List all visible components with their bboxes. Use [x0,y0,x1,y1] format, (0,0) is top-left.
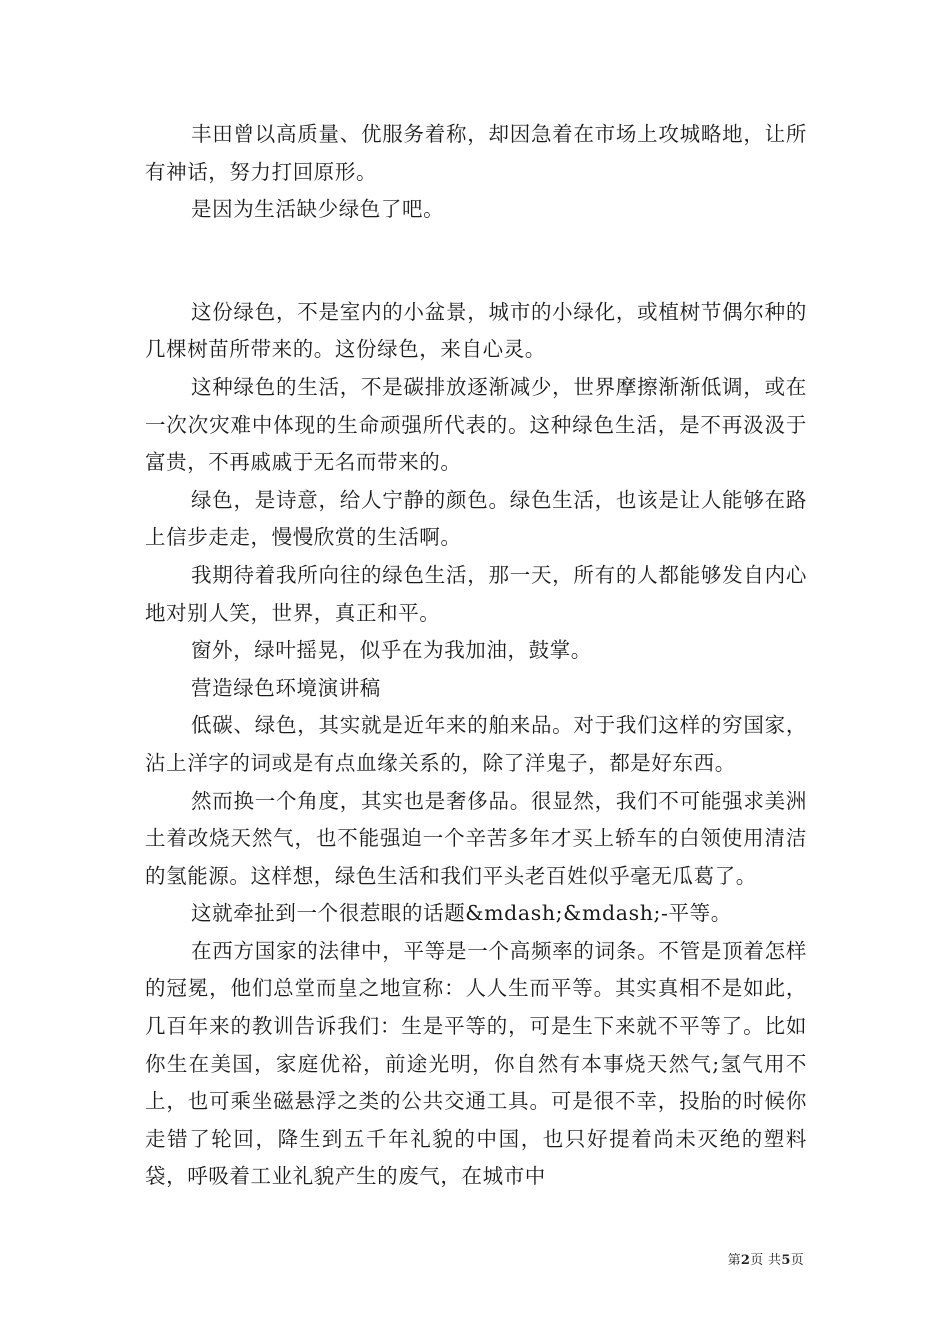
paragraph: 是因为生活缺少绿色了吧。 [191,197,445,222]
paragraph: 这种绿色的生活，不是碳排放逐渐减少，世界摩擦渐渐低调，或在一次次灾难中体现的生命顽强所代表的。这种绿色生活，是不再汲汲于富贵，不再戚戚于无名而带来的。 [145,374,807,475]
page-number-footer [728,1249,804,1268]
paragraph: 这份绿色，不是室内的小盆景，城市的小绿化，或植树节偶尔种的几棵树苗所带来的。这份绿色，来自心灵。 [145,299,807,362]
current-page-number: 2 [740,1253,751,1268]
blank-gap [145,229,807,294]
section-title: 营造绿色环境演讲稿 [191,675,381,700]
document-body [145,116,807,1196]
paragraph: 低碳、绿色，其实就是近年来的舶来品。对于我们这样的穷国家，沾上洋字的词或是有点血缘关系的，除了洋鬼子，都是好东西。 [145,713,807,775]
paragraph: 绿色，是诗意，给人宁静的颜色。绿色生活，也该是让人能够在路上信步走走，慢慢欣赏的生活啊。 [145,487,807,550]
paragraph: 在西方国家的法律中，平等是一个高频率的词条。不管是顶着怎样的冠冕，他们总堂而皇之地宣称：人人生而平等。其实真相不是如此，几百年来的教训告诉我们：生是平等的，可是生下来就不平等了。比如你生在美国，家庭优裕，前途光明，你自然有本事烧天然气;氢气用不上，也可乘坐磁悬浮之类的公共交通工具。可是很不幸，投胎的时候你走错了轮回，降生到五千年礼貌的中国，也只好提着尚未灭绝的塑料袋，呼吸着工业礼貌产生的废气，在城市中 [145,938,807,1189]
paragraph: 我期待着我所向往的绿色生活，那一天，所有的人都能够发自内心地对别人笑，世界，真正和平。 [145,562,807,625]
paragraph: 窗外，绿叶摇晃，似乎在为我加油，鼓掌。 [191,638,592,663]
paragraph: 这就牵扯到一个很惹眼的话题&mdash;&mdash;-平等。 [191,901,732,926]
paragraph: 然而换一个角度，其实也是奢侈品。很显然，我们不可能强求美洲土着改烧天然气，也不能强迫一个辛苦多年才买上轿车的白领使用清洁的氢能源。这样想，绿色生活和我们平头老百姓似乎毫无瓜葛了。 [145,788,807,888]
footer-middle: 页 共 [750,1253,782,1268]
paragraph: 丰田曾以高质量、优服务着称，却因急着在市场上攻城略地，让所有神话，努力打回原形。 [145,122,807,184]
total-page-number: 5 [781,1253,791,1268]
footer-suffix: 页 [790,1253,804,1268]
footer-prefix: 第 [727,1253,741,1268]
